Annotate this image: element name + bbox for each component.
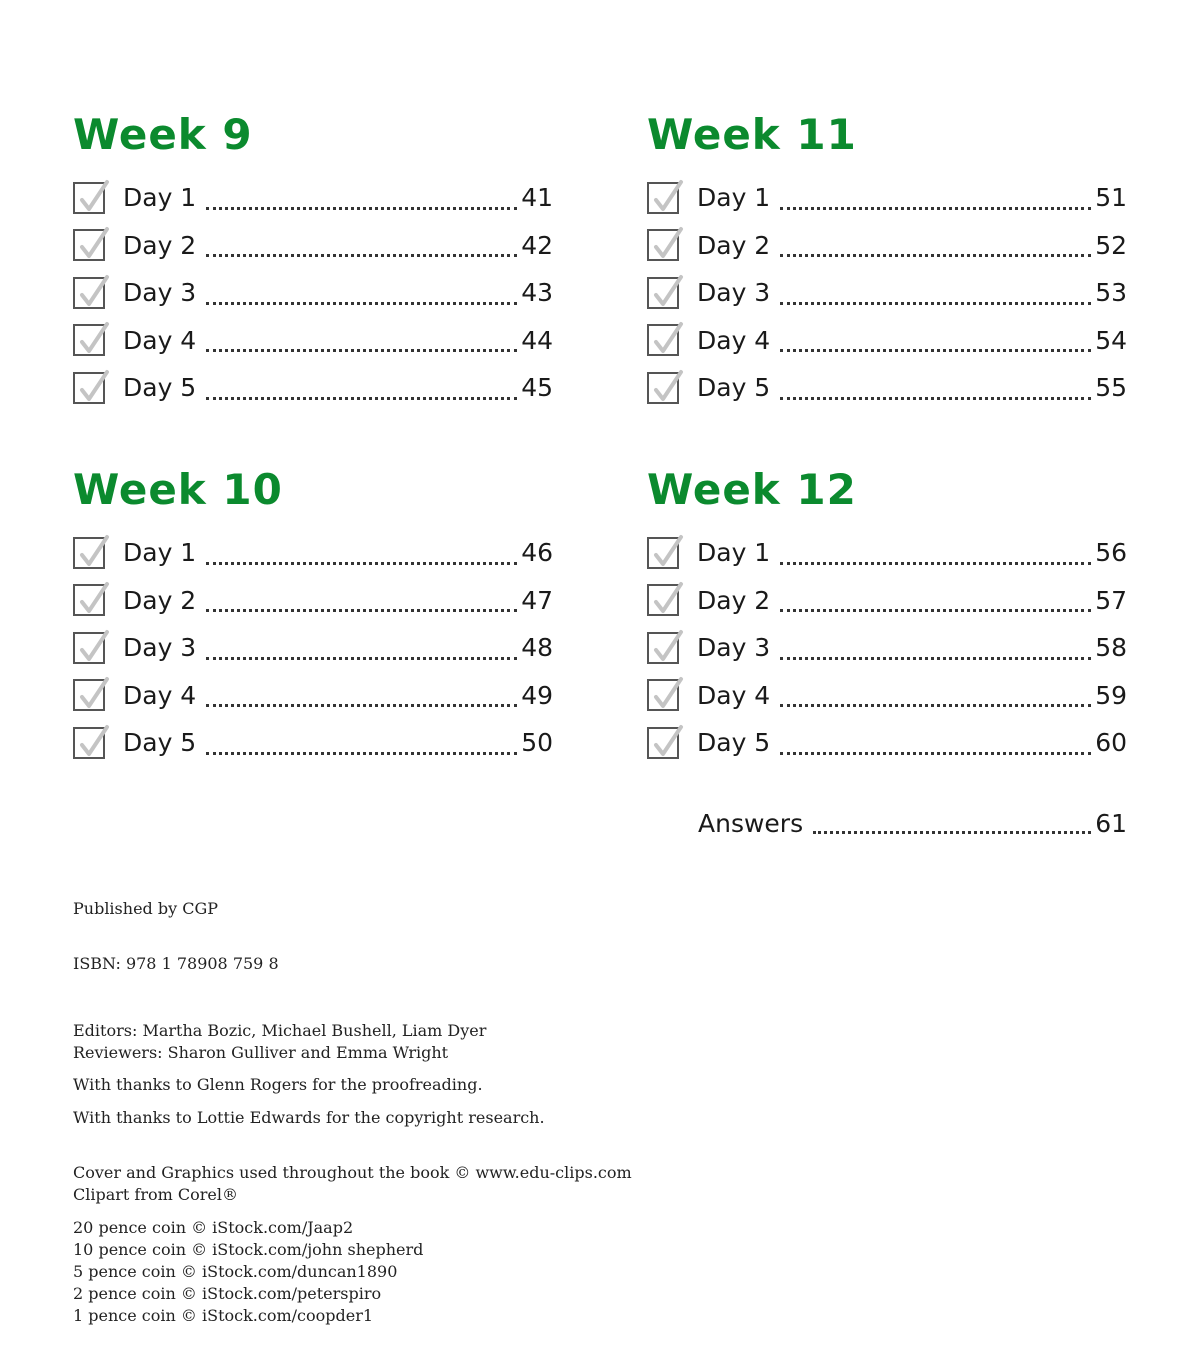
day-label: Day 2 bbox=[123, 585, 197, 615]
checkbox-checked-icon[interactable] bbox=[647, 679, 679, 711]
cover-line: Cover and Graphics used throughout the book © www.edu-clips.com bbox=[73, 1163, 632, 1182]
page-number: 45 bbox=[521, 373, 553, 403]
checkbox-checked-icon[interactable] bbox=[73, 727, 105, 759]
published-line: Published by CGP bbox=[73, 899, 219, 918]
coin-credit-line: 1 pence coin © iStock.com/coopder1 bbox=[73, 1306, 374, 1325]
week-title: Week 11 bbox=[647, 110, 857, 159]
day-row bbox=[647, 269, 1127, 317]
publisher-credit bbox=[73, 898, 693, 920]
checkbox-checked-icon[interactable] bbox=[73, 324, 105, 356]
day-row bbox=[73, 174, 553, 222]
day-row bbox=[73, 719, 553, 767]
day-label: Day 5 bbox=[123, 373, 197, 403]
checkbox-checked-icon[interactable] bbox=[647, 632, 679, 664]
day-label: Day 3 bbox=[697, 278, 771, 308]
cover-credits-block bbox=[73, 1162, 693, 1206]
dot-leader bbox=[780, 562, 1091, 565]
week-11-section bbox=[647, 110, 1127, 412]
day-row bbox=[73, 529, 553, 577]
week-12-section bbox=[647, 465, 1127, 767]
page-number: 54 bbox=[1095, 325, 1127, 355]
dot-leader bbox=[780, 207, 1091, 210]
week-title: Week 12 bbox=[647, 465, 857, 514]
checkbox-checked-icon[interactable] bbox=[647, 584, 679, 616]
coin-credit-line: 20 pence coin © iStock.com/Jaap2 bbox=[73, 1218, 354, 1237]
day-label: Day 4 bbox=[697, 680, 771, 710]
day-row bbox=[647, 577, 1127, 625]
day-row bbox=[73, 269, 553, 317]
day-row bbox=[647, 672, 1127, 720]
checkbox-checked-icon[interactable] bbox=[647, 537, 679, 569]
day-label: Day 5 bbox=[697, 373, 771, 403]
checkbox-checked-icon[interactable] bbox=[647, 182, 679, 214]
checkbox-checked-icon[interactable] bbox=[73, 679, 105, 711]
coin-credits-block bbox=[73, 1217, 693, 1327]
checkbox-checked-icon[interactable] bbox=[73, 537, 105, 569]
day-label: Day 2 bbox=[123, 230, 197, 260]
checkbox-checked-icon[interactable] bbox=[73, 372, 105, 404]
page-number: 41 bbox=[521, 183, 553, 213]
day-row bbox=[73, 222, 553, 270]
day-label: Day 5 bbox=[123, 728, 197, 758]
editors-block bbox=[73, 1020, 693, 1064]
page-number: 57 bbox=[1095, 585, 1127, 615]
page-number: 48 bbox=[521, 633, 553, 663]
dot-leader bbox=[206, 704, 517, 707]
day-label: Day 4 bbox=[697, 325, 771, 355]
dot-leader bbox=[780, 657, 1091, 660]
day-label: Day 3 bbox=[123, 278, 197, 308]
dot-leader bbox=[780, 752, 1091, 755]
page-number: 53 bbox=[1095, 278, 1127, 308]
dot-leader bbox=[206, 207, 517, 210]
page-number: 55 bbox=[1095, 373, 1127, 403]
page-number: 51 bbox=[1095, 183, 1127, 213]
page-number: 58 bbox=[1095, 633, 1127, 663]
reviewers-line: Reviewers: Sharon Gulliver and Emma Wright bbox=[73, 1043, 449, 1062]
dot-leader bbox=[206, 562, 517, 565]
isbn-block bbox=[73, 953, 693, 975]
day-row bbox=[647, 624, 1127, 672]
page-number: 52 bbox=[1095, 230, 1127, 260]
coin-credit-line: 2 pence coin © iStock.com/peterspiro bbox=[73, 1284, 382, 1303]
coin-credit-line: 10 pence coin © iStock.com/john shepherd bbox=[73, 1240, 424, 1259]
dot-leader bbox=[206, 349, 517, 352]
checkbox-checked-icon[interactable] bbox=[647, 372, 679, 404]
page-number: 60 bbox=[1095, 728, 1127, 758]
dot-leader bbox=[206, 657, 517, 660]
day-row bbox=[647, 317, 1127, 365]
dot-leader bbox=[206, 302, 517, 305]
day-label: Day 1 bbox=[123, 183, 197, 213]
checkbox-checked-icon[interactable] bbox=[647, 229, 679, 261]
dot-leader bbox=[780, 609, 1091, 612]
checkbox-checked-icon[interactable] bbox=[73, 277, 105, 309]
day-label: Day 1 bbox=[123, 538, 197, 568]
dot-leader bbox=[206, 752, 517, 755]
copyright-research-block bbox=[73, 1107, 693, 1129]
day-label: Day 4 bbox=[123, 680, 197, 710]
dot-leader bbox=[206, 609, 517, 612]
checkbox-checked-icon[interactable] bbox=[73, 229, 105, 261]
page-number: 61 bbox=[1095, 808, 1127, 838]
page-number: 44 bbox=[521, 325, 553, 355]
day-row bbox=[647, 174, 1127, 222]
day-label: Day 3 bbox=[123, 633, 197, 663]
week-title: Week 9 bbox=[73, 110, 253, 159]
week-9-section bbox=[73, 110, 553, 412]
clipart-line: Clipart from Corel® bbox=[73, 1185, 238, 1204]
day-label: Day 2 bbox=[697, 230, 771, 260]
dot-leader bbox=[780, 254, 1091, 257]
dot-leader bbox=[206, 397, 517, 400]
day-row bbox=[73, 317, 553, 365]
day-label: Day 2 bbox=[697, 585, 771, 615]
day-row bbox=[73, 577, 553, 625]
checkbox-checked-icon[interactable] bbox=[73, 182, 105, 214]
day-label: Day 1 bbox=[697, 538, 771, 568]
answers-row bbox=[698, 800, 1127, 846]
dot-leader bbox=[780, 704, 1091, 707]
proofreading-line: With thanks to Glenn Rogers for the proofreading. bbox=[73, 1075, 483, 1094]
day-row bbox=[73, 672, 553, 720]
day-row bbox=[647, 222, 1127, 270]
dot-leader bbox=[206, 254, 517, 257]
copyright-research-line: With thanks to Lottie Edwards for the copyright research. bbox=[73, 1108, 545, 1127]
dot-leader bbox=[780, 397, 1091, 400]
day-row bbox=[647, 364, 1127, 412]
page-number: 46 bbox=[521, 538, 553, 568]
day-label: Day 4 bbox=[123, 325, 197, 355]
page-number: 50 bbox=[521, 728, 553, 758]
day-row bbox=[647, 719, 1127, 767]
day-row bbox=[647, 529, 1127, 577]
page-number: 43 bbox=[521, 278, 553, 308]
day-label: Day 1 bbox=[697, 183, 771, 213]
day-row bbox=[73, 624, 553, 672]
editors-line: Editors: Martha Bozic, Michael Bushell, Liam Dyer bbox=[73, 1021, 487, 1040]
proofreading-block bbox=[73, 1074, 693, 1096]
coin-credit-line: 5 pence coin © iStock.com/duncan1890 bbox=[73, 1262, 398, 1281]
day-label: Day 3 bbox=[697, 633, 771, 663]
answers-label: Answers bbox=[698, 808, 804, 838]
checkbox-checked-icon[interactable] bbox=[647, 277, 679, 309]
page-number: 49 bbox=[521, 680, 553, 710]
page-number: 59 bbox=[1095, 680, 1127, 710]
dot-leader bbox=[780, 349, 1091, 352]
checkbox-checked-icon[interactable] bbox=[73, 584, 105, 616]
checkbox-checked-icon[interactable] bbox=[73, 632, 105, 664]
page-number: 56 bbox=[1095, 538, 1127, 568]
page-number: 47 bbox=[521, 585, 553, 615]
dot-leader bbox=[813, 831, 1091, 834]
week-10-section bbox=[73, 465, 553, 767]
dot-leader bbox=[780, 302, 1091, 305]
week-title: Week 10 bbox=[73, 465, 283, 514]
checkbox-checked-icon[interactable] bbox=[647, 727, 679, 759]
isbn-line: ISBN: 978 1 78908 759 8 bbox=[73, 954, 279, 973]
day-row bbox=[73, 364, 553, 412]
checkbox-checked-icon[interactable] bbox=[647, 324, 679, 356]
page-number: 42 bbox=[521, 230, 553, 260]
day-label: Day 5 bbox=[697, 728, 771, 758]
